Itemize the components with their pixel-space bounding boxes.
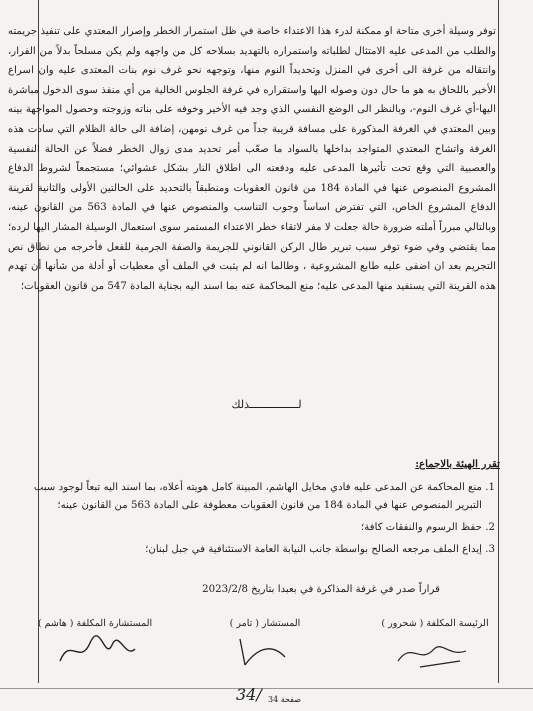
- right-margin-line: [498, 0, 499, 683]
- decision-heading: تقرر الهيئة بالاجماع:: [415, 458, 500, 470]
- signature-middle-label: المستشار ( تامر ): [229, 618, 301, 629]
- closing-word: لـــــــــــــــذلك: [231, 398, 302, 411]
- signature-middle: [190, 618, 340, 671]
- handwritten-signature-icon: [50, 631, 140, 671]
- decision-item-3: 3. إيداع الملف مرجعه الصالح بواسطة جانب النيابة العامة الاستئنافية في جبل لبنان؛: [30, 541, 482, 559]
- date-line: قراراً صدر في غرفة المذاكرة في بعبدا بتاريخ 2023/2/8: [202, 584, 440, 595]
- signature-right: [20, 618, 170, 671]
- handwritten-page-number: 34/: [236, 685, 262, 704]
- decision-item-1: 1. منع المحاكمة عن المدعى عليه فادي مخايل الهاشم، المبينة كامل هويته أعلاه، بما اسند اليه تبعاً لوجود سبب التبرير المنصوص عنها في المادة 184 من قانون العقوبات معطوفة على المادة 563 من القانون عينه؛: [30, 479, 482, 515]
- signature-row: [20, 618, 510, 671]
- handwritten-signature-icon: [225, 631, 305, 671]
- signature-right-label: المستشارة المكلفة ( هاشم ): [37, 618, 153, 629]
- printed-page-number: صفحة 34: [268, 695, 302, 704]
- handwritten-signature-icon: [390, 631, 480, 671]
- decision-item-2: 2. حفظ الرسوم والنفقات كافة؛: [30, 519, 482, 537]
- body-paragraph: [8, 22, 496, 296]
- decision-list: [30, 479, 500, 559]
- page-footer: [0, 685, 533, 704]
- signature-left-label: الرئيسة المكلفة ( شحرور ): [381, 618, 489, 629]
- decision-section: [30, 455, 500, 563]
- body-paragraph-text: توفر وسيلة أخرى متاحة او ممكنة لدرء هذا الاعتداء خاصة في ظل استمرار الخطر وإصرار المعتدي على تنفيذ جريمته والطلب من المدعى عليه الامتثال لطلباته واستمراره بالتهديد بسلاحه كل من واجهه ولم يكن مسلحاً بدلاً من الفرار، وانتقاله من غرفة الى أخرى في المنزل وتحديداً النوم منها، وتوجهه نحو غرف نوم بنات المعتدى عليه وان اسراع الأخير باللحاق به هو ما حال دون وصوله اليها واستقراره في غرفة الجلوس الخالية من أي منفذ سوى الدخول مباشرة اليها-أي غرف النوم-، وبالنظر الى الوضع النفسي الذي وجد فيه الأخير وخوفه على بناته وزوجته وحصول المواجهة بينه وبين المعتدي في الغرفة المذكورة على مسافة قريبة جداً من غرف نومهن، إضافة الى حالة الظلام التي سادت هذه الغرفة واتشاح المعتدي المتواجد بداخلها بالسواد ما صعّب أمر تحديد مدى زوال الخطر فضلاً عن الحالة النفسية والعصبية التي وقع تحت تأثيرها المدعى عليه ودفعته الى اطلاق النار بشكل عشوائي؛ مستجمعاً لشروط الدفاع المشروع المنصوص عنها في المادة 184 من قانون العقوبات ومنطبقاً بالتحديد على الحالتين الأولى والثانية لقرينة الدفاع المشروع الخاص، التي تفترض اساساً وجوب التناسب والمنصوص عنها في المادة 563 من القانون عينه، وبالتالي مبرراً أملته ضرورة حالة جعلت لا مفر لاتقاء خطر الاعتداء المستمر سوى استعمال الوسيلة المشار اليها لرده؛ مما يقتضي وفي ضوء توفر سبب تبرير طال الركن القانوني للجريمة والصفة الجرمية للفعل فأخرجه من نطاق نص التجريم بعد ان اضفى عليه طابع المشروعية ، وطالما انه لم يثبت في الملف أي معطيات أو أدلة من شأنها أن تهدم هذه القرينة التي يستفيد منها المدعى عليه؛ منع المحاكمة عنه بما اسند اليه بجناية المادة 547 من قانون العقوبات؛: [8, 26, 496, 292]
- signature-left: [360, 618, 510, 671]
